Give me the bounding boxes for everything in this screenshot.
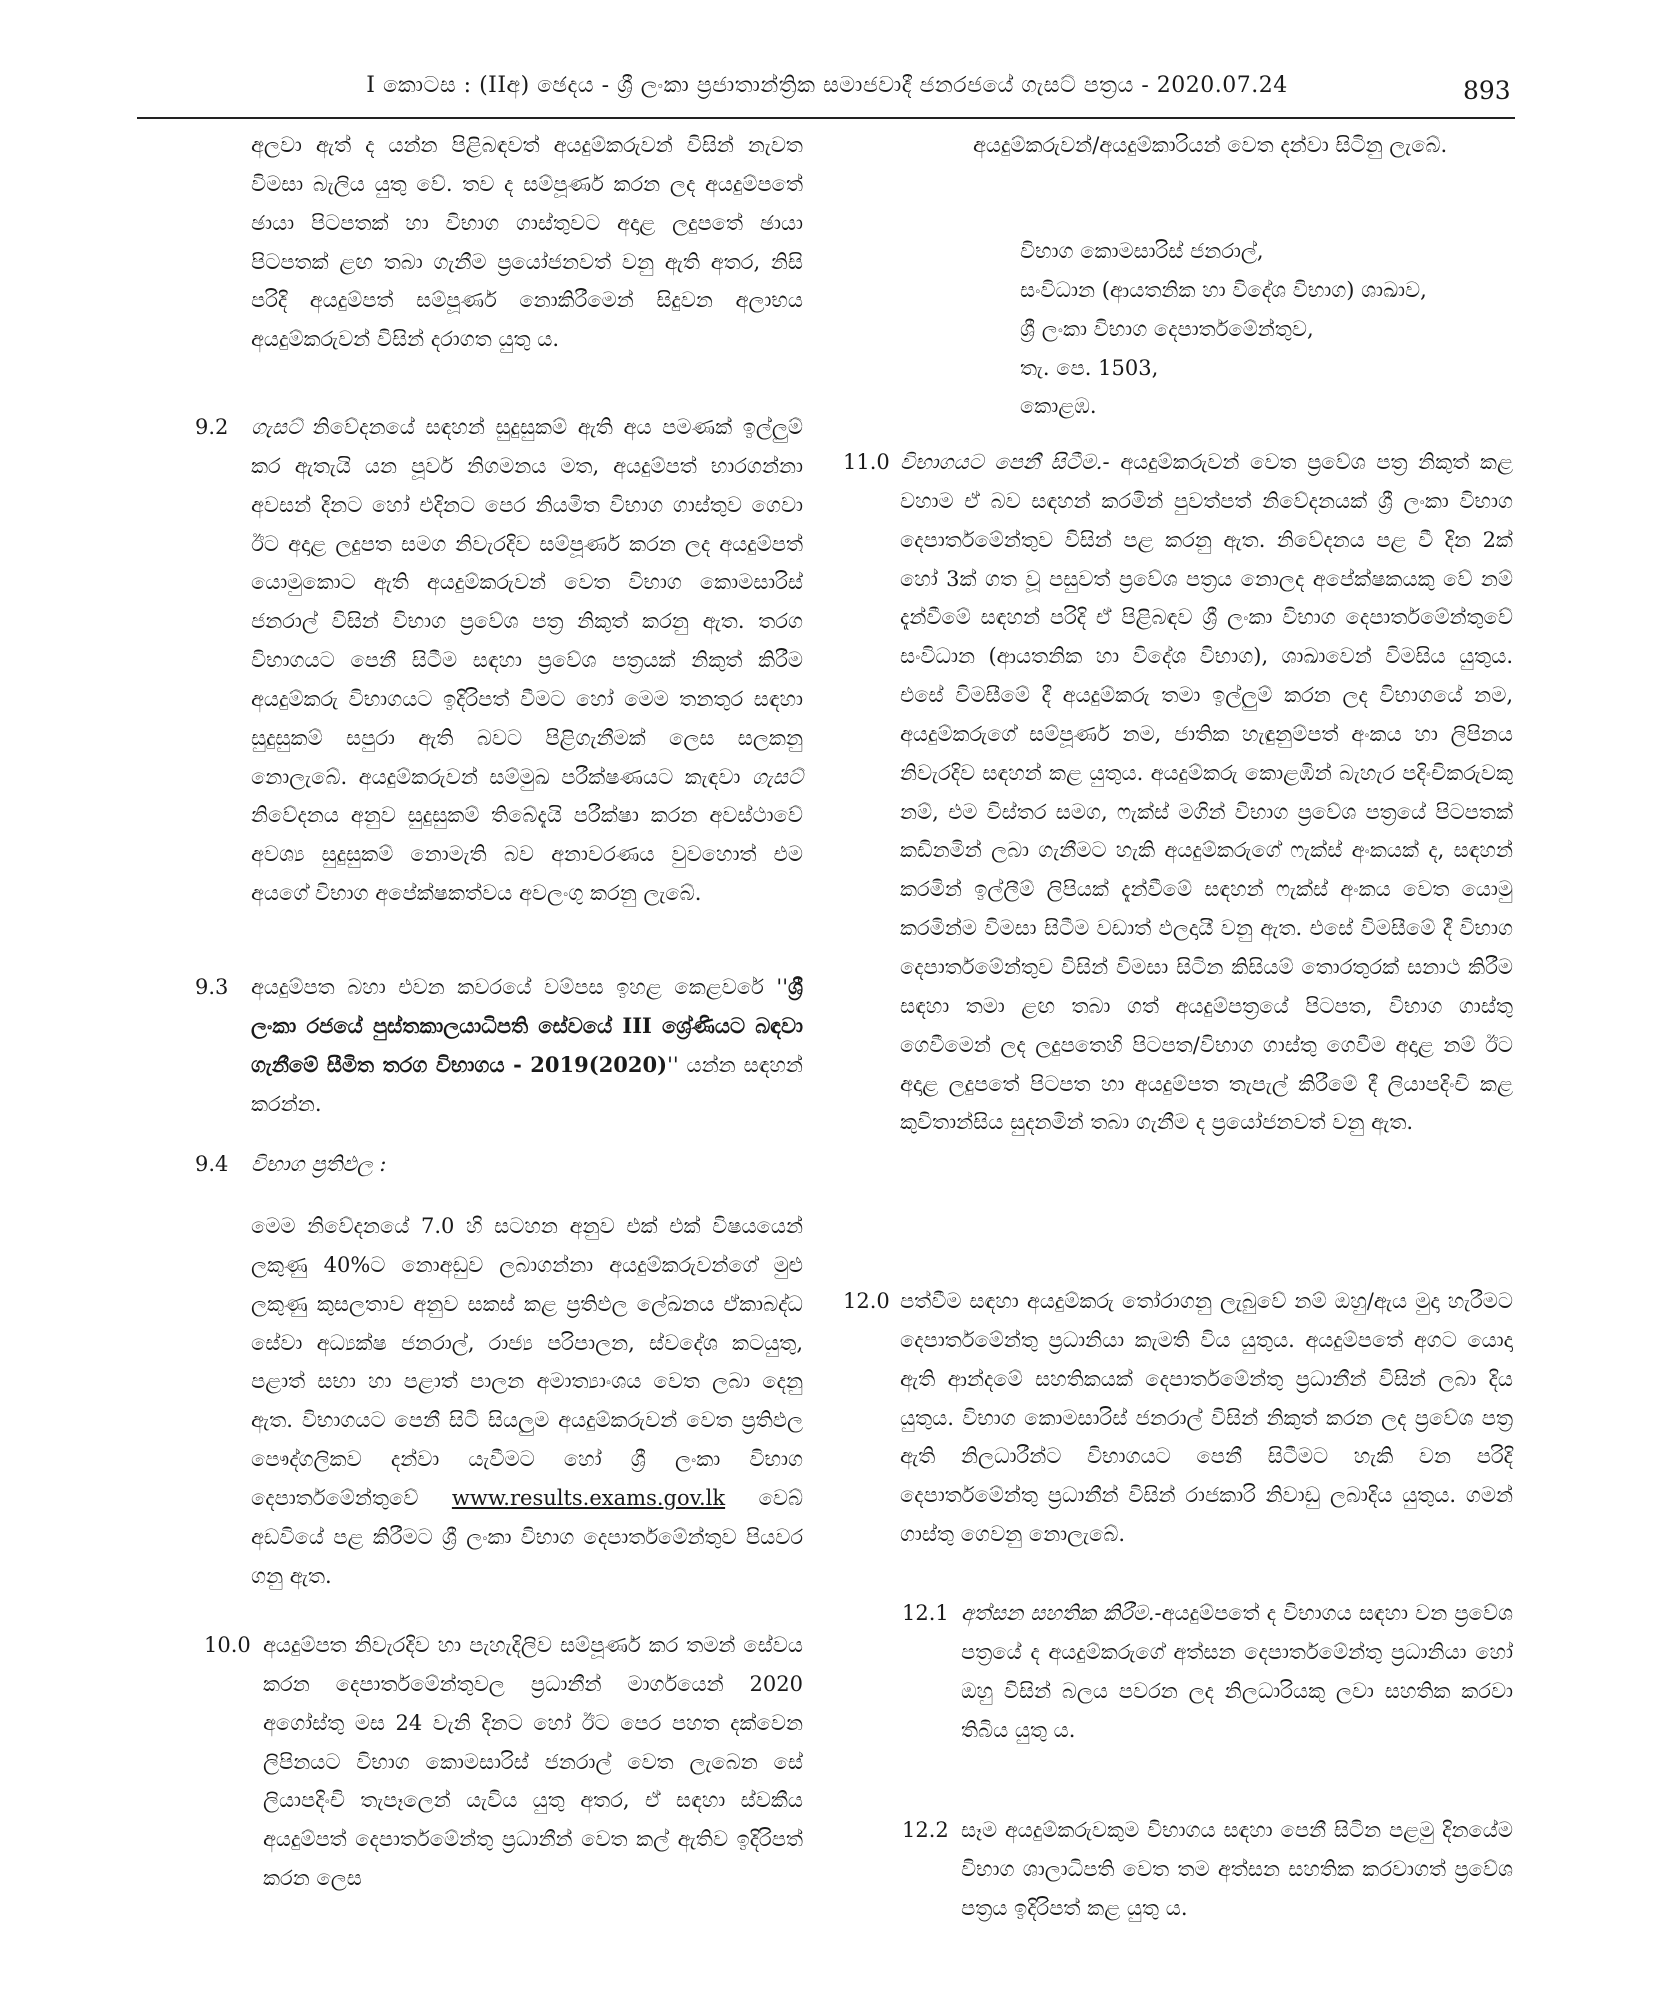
address-line: කොළඹ. [1020,394,1097,419]
section-10-body: අයදුම්පත නිවැරදිව හා පැහැදිලිව සම්පූර්ණ කර තමන් සේවය කරන දෙපාර්තමේන්තුවල ප්‍රධානීන් මාර්ගයෙන් 2020 අගෝස්තු මස 24 වැනි දිනට හෝ ඊට පෙර පහත දක්වෙන ලිපිනයට විභාග කොමසාරිස් ජනරාල් වෙත ලැබෙන සේ ලියාපදිංචි තැපෑලෙන් යැවිය යුතු අතර, ඒ සඳහා ස්වකීය අයදුම්පත් දෙපාර්තමේන්තු ප්‍රධානීන් වෙත කල් ඇතිව ඉදිරිපත් කරන ලෙස [263,1633,803,1891]
address-line: සංවිධාන (ආයතනික හා විදේශ විභාග) ශාඛාව, [1020,277,1427,302]
section-12-1-body: අත්සන සහතික කිරීම.-අයදුම්පතේ ද විභාගය සඳහා වන ප්‍රවේශ පත්‍රයේ ද අයදුම්කරුගේ අත්සන දෙපාර්තමේන්තු ප්‍රධානියා හෝ ඔහු විසින් බලය පවරන ලද නිලධාරියකු ලවා සහතික කරවා තිබිය යුතු ය. [961,1601,1514,1742]
gazette-word: ගැසට් [751,764,803,789]
results-website-link[interactable]: www.results.exams.gov.lk [451,1485,726,1510]
section-12-number: 12.0 [843,1289,890,1313]
gazette-word: ගැසට් [251,415,303,439]
exam-title-bold: ශ්‍රී ලංකා රජයේ පුස්තකාලයාධිපති සේවයේ III ශ්‍රේණියට බඳවා ගැනීමේ සීමිත තරග විභාගය - 2019(2020) [251,974,803,1077]
section-12-1-heading: අත්සන සහතික කිරීම.- [961,1601,1162,1625]
section-11-number: 11.0 [843,450,890,474]
section-9-2-body: ගැසට් නිවේදනයේ සඳහන් සුදුසුකම් ඇති අය පමණක් ඉල්ලුම් කර ඇතැයි යන පූර්ව නිගමනය මත, අයදුම්පත් භාරගන්නා අවසන් දිනට හෝ එදිනට පෙර නියමිත විභාග ගාස්තුව ගෙවා ඊට අදාළ ලදුපත සමග නිවැරදිව සම්පූර්ණ කරන ලද අයදුම්පත් යොමුකොට ඇති අයදුම්කරුවන් වෙත විභාග කොමසාරිස් ජනරාල් විසින් විභාග ප්‍රවේශ පත්‍ර නිකුත් කරනු ඇත. තරග විභාගයට පෙනී සිටීම සඳහා ප්‍රවේශ පත්‍රයක් නිකුත් කිරීම අයදුම්කරු විභාගයට ඉදිරිපත් වීමට හෝ මෙම තනතුර සඳහා සුදුසුකම් සපුරා ඇති බවට පිළිගැනීමක් ලෙස සලකනු නොලැබේ. අයදුම්කරුවන් සම්මුඛ පරීක්ෂණයට කැඳවා ගැසට් නිවේදනය අනුව සුදුසුකම් තිබේදැයි පරීක්ෂා කරන අවස්ථාවේ අවශ්‍ය සුදුසුකම් නොමැති බව අනාවරණය වුවහොත් එම අයගේ විභාග අපේක්ෂකත්වය අවලංගු කරනු ලැබේ. [251,415,803,906]
section-10-number: 10.0 [204,1633,251,1657]
address-line: ශ්‍රී ලංකා විභාග දෙපාර්තමේන්තුව, [1020,316,1314,341]
address-line: තැ. පෙ. 1503, [1020,355,1159,380]
page-number: 893 [1463,76,1511,105]
continued-paragraph: අයදුම්කරුවන්/අයදුම්කාරියන් වෙත දන්වා සිටිනු ලැබේ. [973,133,1448,157]
page-header-title: I කොටස : (IIඅ) ඡෙදය - ශ්‍රී ලංකා ප්‍රජාතාන්ත්‍රික සමාජවාදී ජනරජයේ ගැසට් පත්‍රය - 2020.07.24 [366,73,1288,98]
header-divider [137,117,1515,119]
examinations-address [1020,232,1427,426]
section-12-2-number: 12.2 [902,1818,949,1842]
section-11-body: විභාගයට පෙනී සිටීම.- අයදුම්කරුවන් වෙත ප්‍රවේශ පත්‍ර නිකුත් කළ වහාම ඒ බව සඳහන් කරමින් පුවත්පත් නිවේදනයක් ශ්‍රී ලංකා විභාග දෙපාර්තමේන්තුව විසින් පළ කරනු ඇත. නිවේදනය පළ වී දින 2ක් හෝ 3ක් ගත වූ පසුවත් ප්‍රවේශ පත්‍රය නොලද අපේක්ෂකයකු වේ නම් දැන්වීමේ සඳහන් පරිදි ඒ පිළිබඳව ශ්‍රී ලංකා විභාග දෙපාර්තමේන්තුවේ සංවිධාන (ආයතනික හා විදේශ විභාග), ශාඛාවෙන් විමසිය යුතුය. එසේ විමසීමේ දී අයදුම්කරු තමා ඉල්ලුම් කරන ලද විභාගයේ නම, අයදුම්කරුගේ සම්පූර්ණ නම, ජාතික හැඳුනුම්පත් අංකය හා ලිපිනය නිවැරදිව සඳහන් කළ යුතුය. අයදුම්කරු කොළඹින් බැහැර පදිංචිකරුවකු නම්, එම විස්තර සමග, ෆැක්ස් මගින් විභාග ප්‍රවේශ පත්‍රයේ පිටපතක් කඩිනමින් ලබා ගැනීමට හැකි අයදුම්කරුගේ ෆැක්ස් අංකයක් ද, සඳහන් කරමින් ඉල්ලීම් ලිපියක් දැන්වීමේ සඳහන් ෆැක්ස් අංකය වෙත යොමු කරමින්ම විමසා සිටීම වඩාත් ඵලදායී වනු ඇත. එසේ විමසීමේ දී විභාග දෙපාර්තමේන්තුව විසින් විමසා සිටින කිසියම් තොරතුරක් සනාථ කිරීම සඳහා තමා ළඟ තබා ගත් අයදුම්පත්‍රයේ පිටපත, විභාග ගාස්තු ගෙවීමෙන් ලද ලදුපතෙහි පිටපත/විභාග ගාස්තු ගෙවීම අදාළ නම් ඊට අදාළ ලදුපතේ පිටපත හා අයදුම්පත තැපැල් කිරීමේ දී ලියාපදිංචි කළ කුවිතාන්සිය සුදනමින් තබා ගැනීම ද ප්‍රයෝජනවත් වනු ඇත. [900,450,1513,1135]
section-12-body: පත්වීම සඳහා අයදුම්කරු තෝරාගනු ලැබුවේ නම් ඔහු/ඇය මුදා හැරීමට දෙපාර්තමේන්තු ප්‍රධානියා කැමති විය යුතුය. අයදුම්පතේ අගට යොදා ඇති ආන්දමේ සහතිකයක් දෙපාර්තමේන්තු ප්‍රධානීන් විසින් ලබා දිය යුතුය. විභාග කොමසාරිස් ජනරාල් විසින් නිකුත් කරන ලද ප්‍රවේශ පත්‍ර ඇති නිලධාරීන්ට විභාගයට පෙනී සිටීමට හැකි වන පරිදි දෙපාර්තමේන්තු ප්‍රධානීන් විසින් රාජකාරි නිවාඩු ලබාදිය යුතුය. ගමන් ගාස්තු ගෙවනු නොලැබේ. [900,1289,1513,1547]
section-9-2-number: 9.2 [195,415,229,439]
intro-paragraph: අලවා ඇත් ද යන්න පිළිබඳවත් අයදුම්කරුවන් විසින් නැවත විමසා බැලිය යුතු වේ. තව ද සම්පූර්ණ කරන ලද අයදුම්පතේ ඡායා පිටපතක් හා විභාග ගාස්තුවට අදාළ ලදුපතේ ඡායා පිටපතක් ළඟ තබා ගැනීම ප්‍රයෝජනවත් වනු ඇති අතර, නිසි පරිදි අයදුම්පත් සම්පූර්ණ නොකිරීමෙන් සිදුවන අලාභය අයදුම්කරුවන් විසින් දරාගත යුතු ය. [251,133,803,352]
address-line: විභාග කොමසාරිස් ජනරාල්, [1020,239,1264,263]
section-9-4-heading: විභාග ප්‍රතිඵල : [251,1152,387,1176]
section-12-2-body: සෑම අයදුම්කරුවකුම විභාගය සඳහා පෙනී සිටින පළමු දිනයේම විභාග ශාලාධිපති වෙත තම අත්සන සහතික කරවාගත් ප්‍රවේශ පත්‍රය ඉදිරිපත් කළ යුතු ය. [961,1818,1513,1920]
section-9-3-body: අයදුම්පත බහා එවන කවරයේ වම්පස ඉහළ කෙළවරේ ''ශ්‍රී ලංකා රජයේ පුස්තකාලයාධිපති සේවයේ III ශ්‍රේණියට බඳවා ගැනීමේ සීමිත තරග විභාගය - 2019(2020)'' යන්න සඳහන් කරන්න. [251,974,803,1116]
section-9-4-body: මෙම නිවේදනයේ 7.0 හි සටහන අනුව එක් එක් විෂයයෙන් ලකුණු 40%ට නොඅඩුව ලබාගන්නා අයදුම්කරුවන්ගේ මුළු ලකුණු කුසලතාව අනුව සකස් කළ ප්‍රතිඵල ලේඛනය ඒකාබද්ධ සේවා අධ්‍යක්ෂ ජනරාල්, රාජ්‍ය පරිපාලන, ස්වදේශ කටයුතු, පළාත් සභා හා පළාත් පාලන අමාත්‍යාංශය වෙත ලබා දෙනු ඇත. විභාගයට පෙනී සිටි සියලුම අයදුම්කරුවන් වෙත ප්‍රතිඵල පෞද්ගලිකව දන්වා යැවීමට හෝ ශ්‍රී ලංකා විභාග දෙපාර්තමේන්තුවේ www.results.exams.gov.lk වෙබ් අඩවියේ පළ කිරීමට ශ්‍රී ලංකා විභාග දෙපාර්තමේන්තුව පියවර ගනු ඇත. [251,1214,803,1588]
section-9-3-number: 9.3 [195,975,229,999]
section-12-1-number: 12.1 [902,1601,949,1625]
section-11-heading: විභාගයට පෙනී සිටීම.- [900,450,1110,474]
section-9-4-number: 9.4 [195,1152,229,1176]
